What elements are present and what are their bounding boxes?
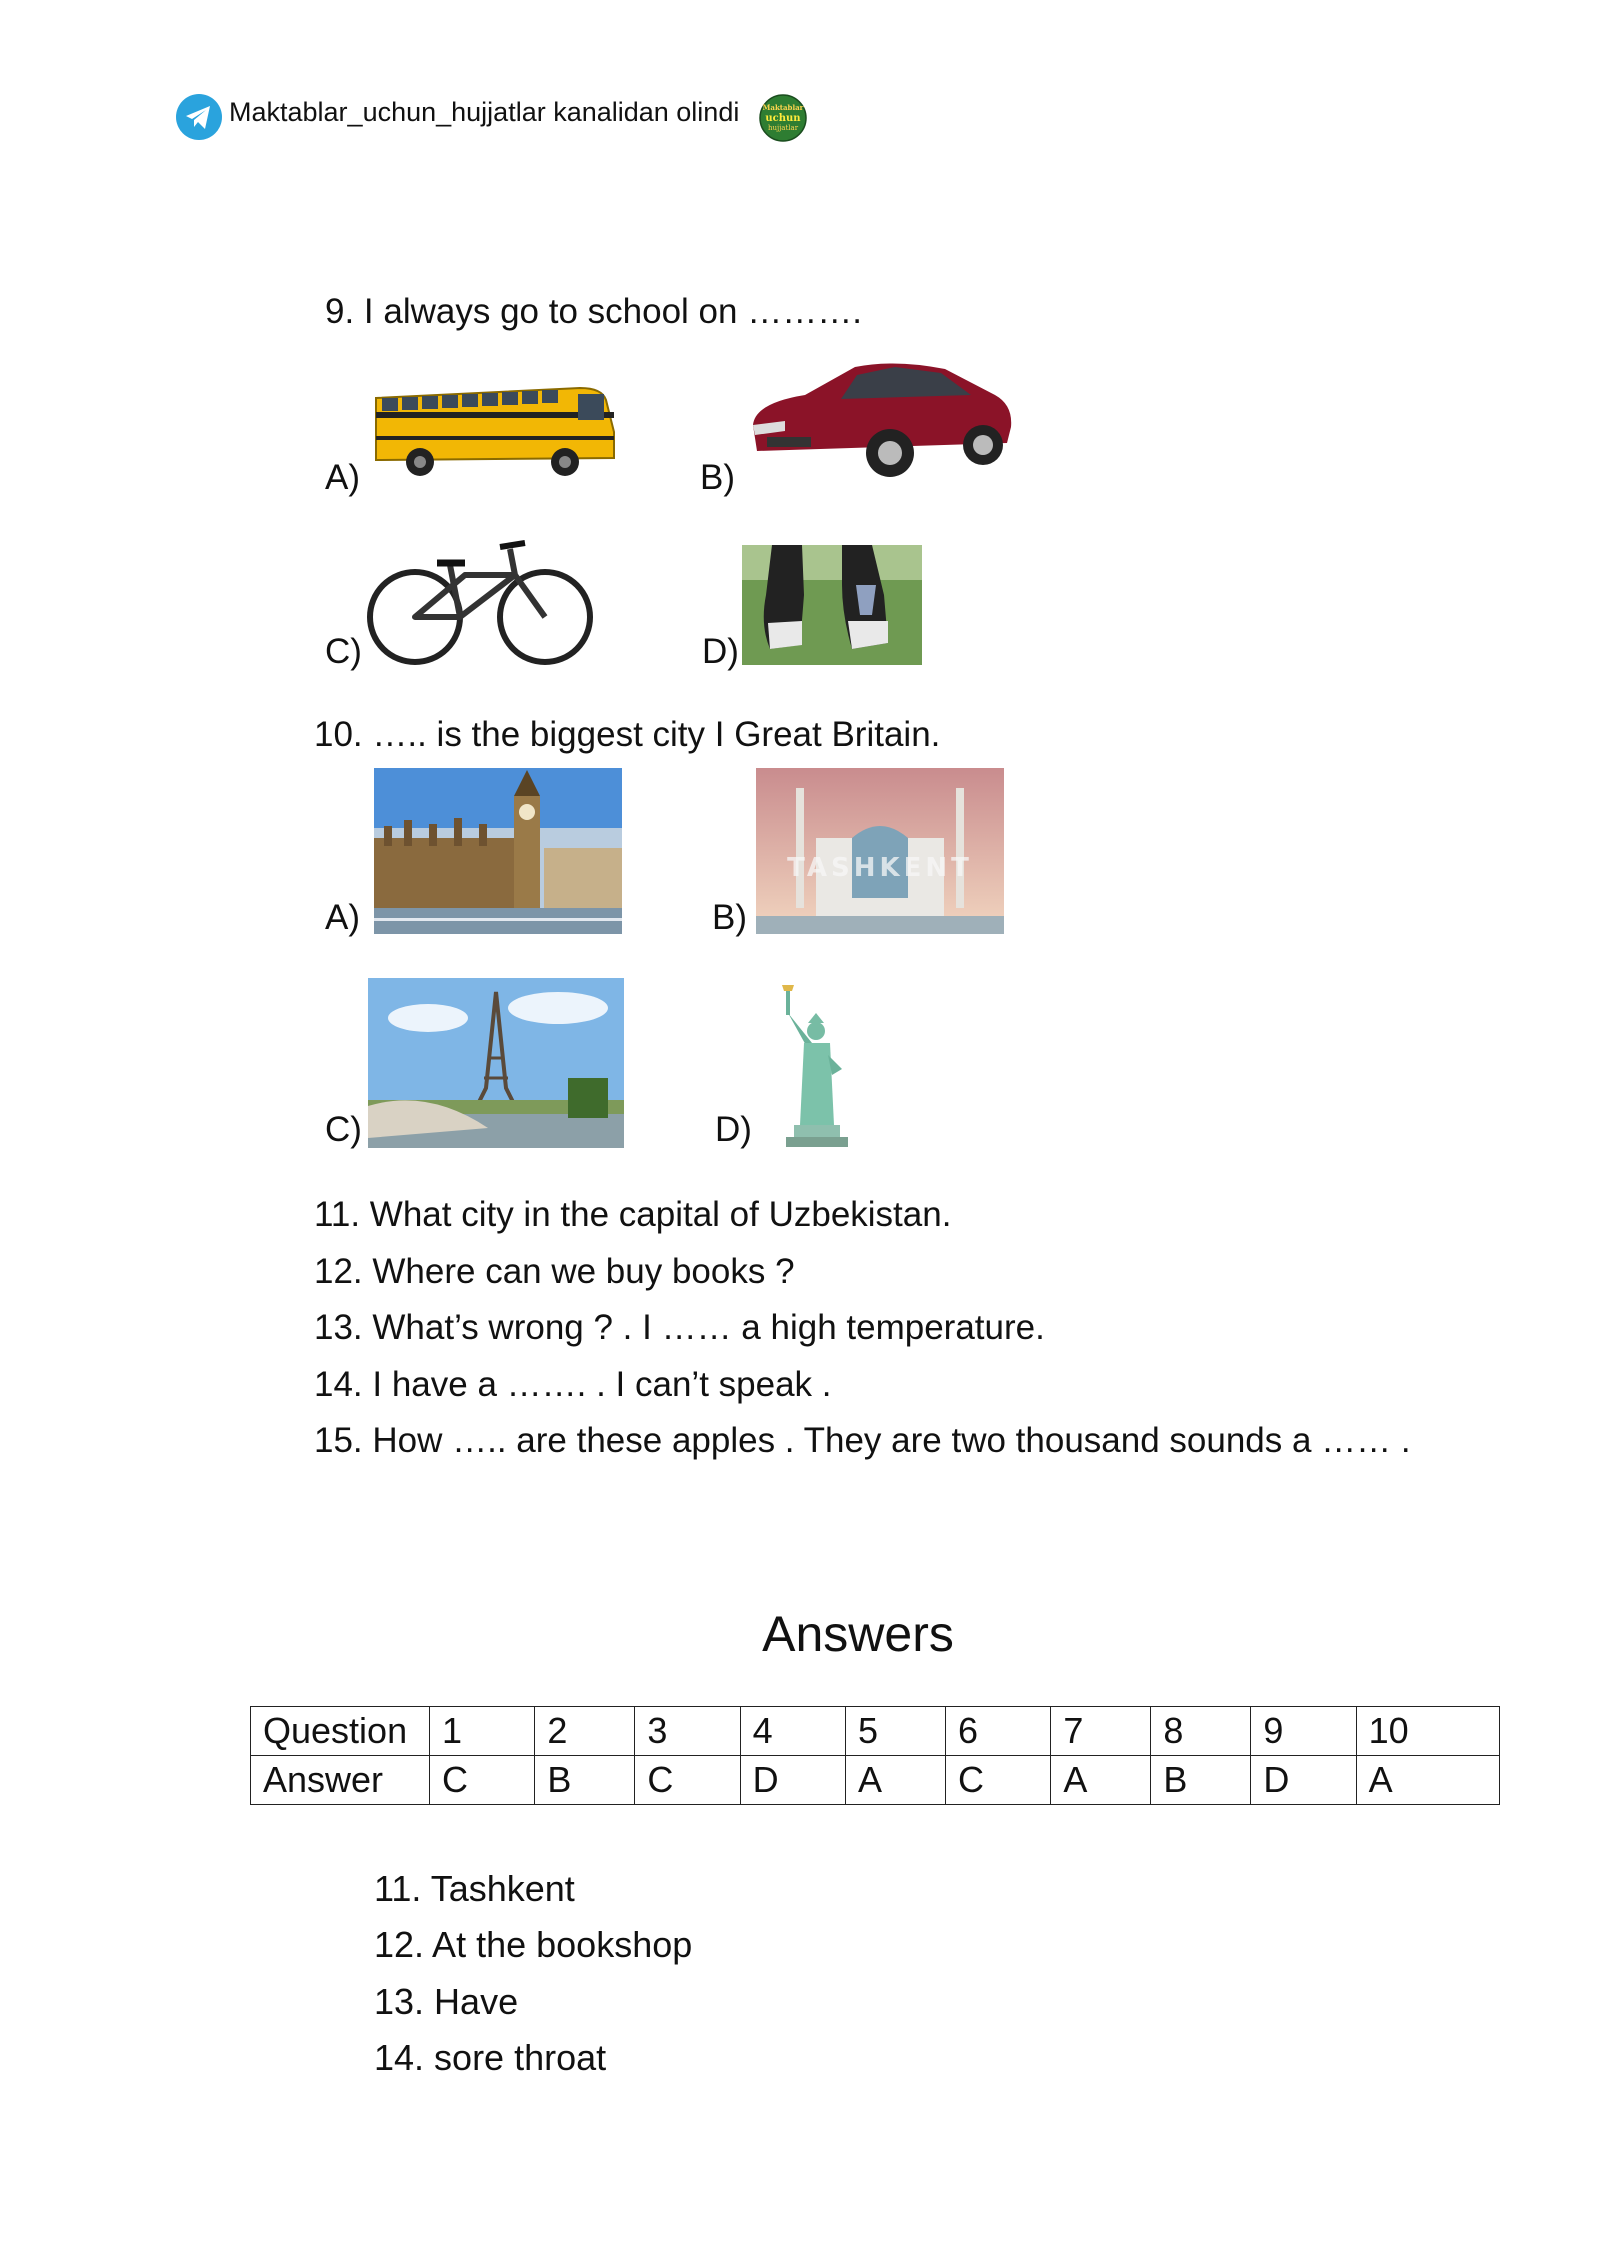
table-cell: 6	[946, 1707, 1051, 1756]
table-cell: C	[430, 1756, 535, 1805]
question-9: 9. I always go to school on ……….	[325, 292, 862, 331]
question-15: 15. How ….. are these apples . They are two thousand sounds a …… .	[314, 1421, 1411, 1460]
svg-text:hujjatlar: hujjatlar	[767, 124, 799, 132]
table-cell: D	[1251, 1756, 1356, 1805]
table-cell: A	[846, 1756, 946, 1805]
table-cell: 8	[1151, 1707, 1251, 1756]
answers-title: Answers	[762, 1606, 954, 1662]
channel-logo-icon	[759, 94, 807, 147]
bicycle-image	[365, 535, 595, 670]
channel-text[interactable]: Maktablar_uchun_hujjatlar kanalidan olindi	[229, 97, 740, 127]
q9-option-b-label: B)	[700, 458, 735, 497]
school-bus-image	[370, 370, 620, 485]
table-cell: 9	[1251, 1707, 1356, 1756]
question-11: 11. What city in the capital of Uzbekistan.	[314, 1195, 952, 1234]
table-cell: 10	[1356, 1707, 1499, 1756]
table-cell: C	[946, 1756, 1051, 1805]
red-car-image	[745, 355, 1015, 485]
table-cell: A	[1051, 1756, 1151, 1805]
q10-option-c-label: C)	[325, 1110, 362, 1149]
table-row	[251, 1707, 1500, 1756]
table-cell: C	[635, 1756, 740, 1805]
table-cell: 1	[430, 1707, 535, 1756]
table-cell: A	[1356, 1756, 1499, 1805]
tashkent-sign: TASHKENT	[787, 853, 973, 883]
table-cell: B	[1151, 1756, 1251, 1805]
table-cell: 7	[1051, 1707, 1151, 1756]
answer-12: 12. At the bookshop	[374, 1924, 693, 1965]
statue-of-liberty-image	[772, 985, 862, 1150]
question-10: 10. ….. is the biggest city I Great Britain.	[314, 715, 941, 754]
question-14: 14. I have a ……. . I can’t speak .	[314, 1365, 832, 1404]
q10-option-b-label: B)	[712, 898, 747, 937]
q9-option-d-label: D)	[702, 632, 739, 671]
svg-text:uchun: uchun	[765, 113, 801, 124]
paris-eiffel-tower-image	[368, 978, 624, 1148]
answer-13: 13. Have	[374, 1981, 519, 2022]
table-row	[251, 1756, 1500, 1805]
question-12: 12. Where can we buy books ?	[314, 1252, 795, 1291]
table-cell: B	[535, 1756, 635, 1805]
telegram-icon	[176, 94, 222, 145]
table-cell: 2	[535, 1707, 635, 1756]
q9-option-a-label: A)	[325, 458, 360, 497]
row-label-answer: Answer	[251, 1756, 430, 1805]
table-cell: 3	[635, 1707, 740, 1756]
q9-option-c-label: C)	[325, 632, 362, 671]
svg-text:Maktablar: Maktablar	[762, 103, 804, 112]
answer-14: 14. sore throat	[374, 2037, 607, 2078]
tashkent-mosque-image	[756, 768, 1004, 934]
walking-feet-image	[742, 545, 922, 665]
table-cell: 5	[846, 1707, 946, 1756]
header	[176, 92, 816, 142]
row-label-question: Question	[251, 1707, 430, 1756]
q10-option-a-label: A)	[325, 898, 360, 937]
london-big-ben-image	[374, 768, 622, 934]
table-cell: D	[740, 1756, 845, 1805]
q10-option-d-label: D)	[715, 1110, 752, 1149]
question-13: 13. What’s wrong ? . I …… a high temperature.	[314, 1308, 1045, 1347]
answers-table	[250, 1706, 1500, 1805]
answer-11: 11. Tashkent	[374, 1868, 575, 1909]
table-cell: 4	[740, 1707, 845, 1756]
